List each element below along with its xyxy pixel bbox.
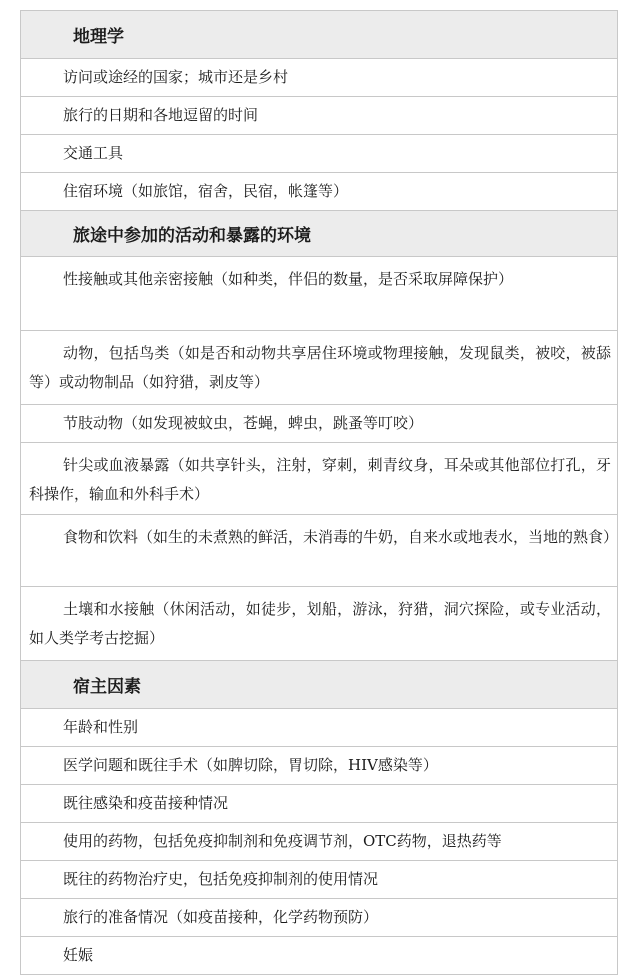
table-row: [21, 861, 617, 899]
row-text: 妊娠: [63, 946, 94, 964]
row-text: 访问或途经的国家；城市还是乡村: [63, 68, 289, 86]
table-row: [21, 709, 617, 747]
table-row: 食物和饮料（如生的未煮熟的鲜活，未消毒的牛奶，自来水或地表水，当地的熟食）: [21, 515, 617, 587]
row-text: 年龄和性别: [63, 718, 139, 736]
table-row: [21, 747, 617, 785]
table-row: 针尖或血液暴露（如共享针头，注射，穿刺，刺青纹身，耳朵或其他部位打孔，牙科操作，输血和外科手术）: [21, 443, 617, 515]
table-row: [21, 899, 617, 937]
row-text: 旅行的日期和各地逗留的时间: [63, 106, 259, 124]
section-header-activities: 旅途中参加的活动和暴露的环境: [21, 211, 617, 257]
table-row: [21, 405, 617, 443]
table-row: [21, 937, 617, 975]
table-row: [21, 97, 617, 135]
row-text: 既往感染和疫苗接种情况: [63, 794, 229, 812]
table-row: [21, 59, 617, 97]
table-row: [21, 173, 617, 211]
section-header-geography: 地理学: [21, 11, 617, 59]
table-row: 性接触或其他亲密接触（如种类，伴侣的数量，是否采取屏障保护）: [21, 257, 617, 331]
table-row: 动物，包括鸟类（如是否和动物共享居住环境或物理接触，发现鼠类，被咬，被舔等）或动物制品（如狩猎，剥皮等）: [21, 331, 617, 405]
table-row: [21, 785, 617, 823]
table-row: [21, 135, 617, 173]
row-text: 既往的药物治疗史，包括免疫抑制剂的使用情况: [63, 870, 379, 888]
table-row: 土壤和水接触（休闲活动，如徒步，划船，游泳，狩猎，洞穴探险，或专业活动，如人类学考古挖掘）: [21, 587, 617, 661]
row-text: 使用的药物，包括免疫抑制剂和免疫调节剂，OTC药物，退热药等: [63, 832, 502, 850]
travel-history-table: [20, 10, 618, 975]
row-text: 医学问题和既往手术（如脾切除，胃切除，HIV感染等）: [63, 756, 438, 774]
row-text: 交通工具: [63, 144, 124, 162]
row-text: 住宿环境（如旅馆，宿舍，民宿，帐篷等）: [63, 182, 349, 200]
section-header-host-factors: 宿主因素: [21, 661, 617, 709]
row-text: 节肢动物（如发现被蚊虫，苍蝇，蜱虫，跳蚤等叮咬）: [63, 414, 424, 432]
table-row: [21, 823, 617, 861]
row-text: 旅行的准备情况（如疫苗接种，化学药物预防）: [63, 908, 379, 926]
